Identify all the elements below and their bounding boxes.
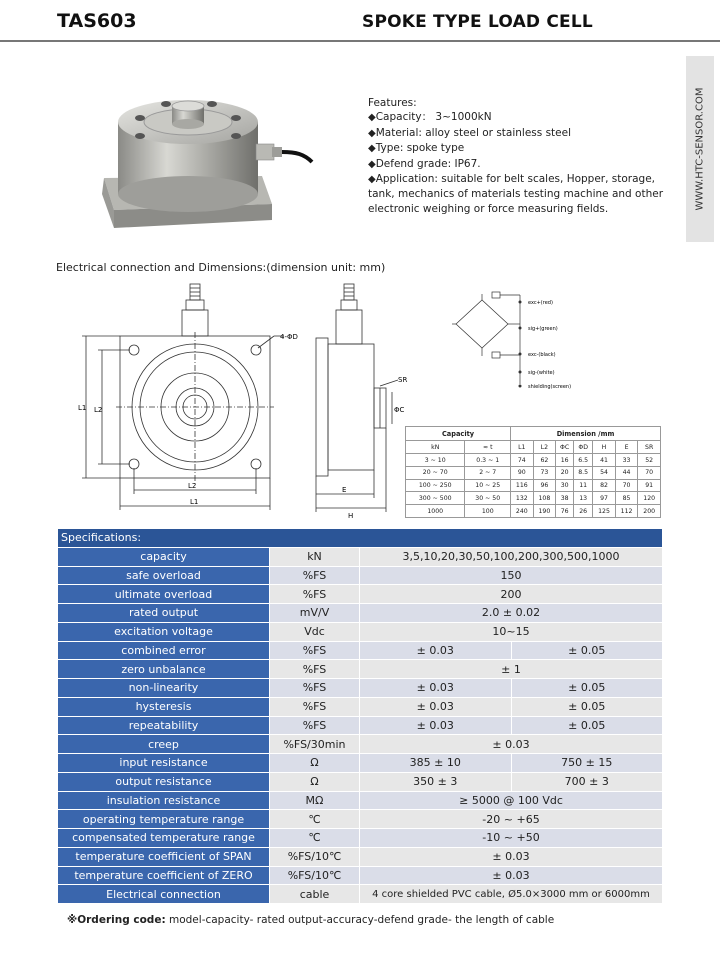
- spec-value: ± 0.05: [511, 679, 663, 698]
- dim-label-e: E: [342, 486, 347, 494]
- spec-row: [58, 585, 663, 604]
- spec-value: 10~15: [360, 622, 663, 641]
- page-title: SPOKE TYPE LOAD CELL: [362, 12, 593, 32]
- table-cell: 100 ~ 250: [406, 479, 465, 492]
- table-cell: 96: [533, 479, 556, 492]
- dim-label-h: H: [348, 512, 354, 520]
- spec-parameter: insulation resistance: [58, 791, 270, 810]
- spec-row: [58, 772, 663, 791]
- spec-value: ± 0.05: [511, 697, 663, 716]
- spec-row: [58, 566, 663, 585]
- features-block: [368, 96, 678, 216]
- spec-unit: %FS/10℃: [270, 847, 360, 866]
- spec-value: 385 ± 10: [360, 754, 512, 773]
- table-cell: 33: [615, 454, 638, 467]
- spec-value: ± 0.03: [360, 866, 663, 885]
- spec-row: [58, 810, 663, 829]
- feature-item: [368, 126, 678, 141]
- table-cell: 41: [593, 454, 616, 467]
- spec-row: [58, 641, 663, 660]
- website-url: WWW.HTC-SENSOR.COM: [694, 87, 706, 211]
- specifications-body: [58, 547, 663, 903]
- wire-label-exc-plus: exc+(red): [528, 300, 553, 306]
- spec-value: 150: [360, 566, 663, 585]
- table-cell: 125: [593, 505, 616, 518]
- table-cell: 85: [615, 492, 638, 505]
- diamond-bullet-icon: ◆: [368, 112, 376, 124]
- table-cell: 300 ~ 500: [406, 492, 465, 505]
- spec-row: [58, 547, 663, 566]
- feature-item: [368, 141, 678, 156]
- table-cell: 30 ~ 50: [465, 492, 511, 505]
- spec-parameter: creep: [58, 735, 270, 754]
- spec-unit: Ω: [270, 772, 360, 791]
- table-row: [406, 479, 661, 492]
- table-cell: 100: [465, 505, 511, 518]
- spec-parameter: temperature coefficient of SPAN: [58, 847, 270, 866]
- table-cell: 240: [511, 505, 534, 518]
- spec-parameter: non-linearity: [58, 679, 270, 698]
- table-cell: 30: [556, 479, 574, 492]
- spec-row: [58, 791, 663, 810]
- spec-row: [58, 716, 663, 735]
- specifications-heading: Specifications:: [58, 529, 663, 548]
- specifications-table: [57, 528, 663, 904]
- spec-value: ± 0.03: [360, 641, 512, 660]
- spec-row: [58, 754, 663, 773]
- table-cell: 116: [511, 479, 534, 492]
- ordering-code: [67, 914, 554, 926]
- spec-row: [58, 735, 663, 754]
- spec-parameter: Electrical connection: [58, 885, 270, 904]
- diamond-bullet-icon: ◆: [368, 143, 376, 155]
- table-cell: 54: [593, 466, 616, 479]
- header-divider: [0, 40, 720, 42]
- dimension-table: [405, 426, 661, 518]
- table-cell: 20: [556, 466, 574, 479]
- table-cell: 62: [533, 454, 556, 467]
- spec-row: [58, 604, 663, 623]
- dim-label-phic: ΦC: [394, 406, 405, 414]
- feature-text-continued: electronic weighing or force measuring fields.: [368, 202, 609, 215]
- spec-value: -20 ~ +65: [360, 810, 663, 829]
- spec-unit: mV/V: [270, 604, 360, 623]
- dim-label-l1: L1: [78, 404, 87, 412]
- dimension-table-columns: [406, 441, 661, 454]
- spec-parameter: combined error: [58, 641, 270, 660]
- feature-text: Defend grade: IP67.: [375, 157, 481, 170]
- table-cell: 3 ~ 10: [406, 454, 465, 467]
- spec-row: [58, 885, 663, 904]
- table-cell: 2 ~ 7: [465, 466, 511, 479]
- spec-value: ± 0.03: [360, 697, 512, 716]
- spec-unit: %FS/10℃: [270, 866, 360, 885]
- dimension-drawing: [60, 280, 420, 520]
- table-cell: 13: [574, 492, 593, 505]
- spec-value: 4 core shielded PVC cable, Ø5.0×3000 mm or 6000mm: [360, 885, 663, 904]
- table-cell: 20 ~ 70: [406, 466, 465, 479]
- spec-parameter: output resistance: [58, 772, 270, 791]
- table-cell: 74: [511, 454, 534, 467]
- table-cell: 1000: [406, 505, 465, 518]
- spec-unit: Ω: [270, 754, 360, 773]
- spec-value: ± 0.03: [360, 847, 663, 866]
- feature-item: [368, 157, 678, 172]
- spec-value: ≥ 5000 @ 100 Vdc: [360, 791, 663, 810]
- ordering-code-label: ※Ordering code:: [67, 914, 166, 926]
- diamond-bullet-icon: ◆: [368, 174, 376, 186]
- ordering-code-text: model-capacity- rated output-accuracy-defend grade- the length of cable: [165, 914, 555, 926]
- table-cell: 200: [638, 505, 661, 518]
- table-cell: 108: [533, 492, 556, 505]
- website-sidebar: [686, 56, 714, 242]
- feature-text: Type: spoke type: [375, 142, 465, 155]
- spec-parameter: hysteresis: [58, 697, 270, 716]
- dim-label-sr: SR: [398, 376, 408, 384]
- spec-parameter: ultimate overload: [58, 585, 270, 604]
- spec-row: [58, 622, 663, 641]
- spec-parameter: capacity: [58, 547, 270, 566]
- column-header: H: [593, 441, 616, 454]
- spec-unit: %FS: [270, 679, 360, 698]
- table-row: [406, 466, 661, 479]
- table-row: [406, 492, 661, 505]
- table-row: [406, 454, 661, 467]
- features-heading: Features:: [368, 97, 417, 109]
- spec-value: ± 0.03: [360, 735, 663, 754]
- column-header: E: [615, 441, 638, 454]
- model-number: TAS603: [57, 10, 137, 32]
- spec-parameter: operating temperature range: [58, 810, 270, 829]
- table-cell: 44: [615, 466, 638, 479]
- feature-item: [368, 110, 678, 125]
- feature-text-continued: tank, mechanics of materials testing machine and other: [368, 188, 664, 201]
- table-cell: 112: [615, 505, 638, 518]
- feature-text: Capacity： 3~1000kN: [375, 111, 492, 124]
- table-cell: 26: [574, 505, 593, 518]
- table-cell: 0.3 ~ 1: [465, 454, 511, 467]
- wire-label-exc-minus: exc-(black): [528, 352, 556, 358]
- product-photo: [100, 92, 316, 232]
- table-cell: 52: [638, 454, 661, 467]
- spec-unit: %FS: [270, 585, 360, 604]
- column-header: ≈ t: [465, 441, 511, 454]
- spec-unit: %FS: [270, 660, 360, 679]
- column-header: SR: [638, 441, 661, 454]
- table-cell: 16: [556, 454, 574, 467]
- spec-parameter: zero unbalance: [58, 660, 270, 679]
- table-cell: 76: [556, 505, 574, 518]
- table-cell: 91: [638, 479, 661, 492]
- dimension-table-header: [406, 427, 661, 441]
- wire-label-shield: shielding(screen): [528, 384, 572, 390]
- spec-row: [58, 660, 663, 679]
- spec-value: 750 ± 15: [511, 754, 663, 773]
- table-row: [406, 505, 661, 518]
- spec-unit: %FS: [270, 566, 360, 585]
- spec-value: ± 0.03: [360, 716, 512, 735]
- capacity-header: Capacity: [406, 427, 511, 441]
- table-cell: 82: [593, 479, 616, 492]
- table-cell: 90: [511, 466, 534, 479]
- table-cell: 10 ~ 25: [465, 479, 511, 492]
- table-cell: 120: [638, 492, 661, 505]
- feature-item: [368, 172, 678, 187]
- spec-value: 200: [360, 585, 663, 604]
- table-cell: 6.5: [574, 454, 593, 467]
- spec-unit: MΩ: [270, 791, 360, 810]
- spec-unit: cable: [270, 885, 360, 904]
- spec-parameter: temperature coefficient of ZERO: [58, 866, 270, 885]
- table-cell: 73: [533, 466, 556, 479]
- dim-label-l2: L2: [94, 406, 103, 414]
- spec-unit: %FS: [270, 697, 360, 716]
- spec-row: [58, 679, 663, 698]
- table-cell: 70: [638, 466, 661, 479]
- wire-label-sig-minus: sig-(white): [528, 370, 555, 376]
- spec-parameter: compensated temperature range: [58, 829, 270, 848]
- spec-value: 3,5,10,20,30,50,100,200,300,500,1000: [360, 547, 663, 566]
- spec-row: [58, 829, 663, 848]
- table-cell: 70: [615, 479, 638, 492]
- feature-text: Material: alloy steel or stainless steel: [375, 126, 571, 139]
- dim-label-l2-bottom: L2: [188, 482, 197, 490]
- table-cell: 11: [574, 479, 593, 492]
- spec-unit: %FS: [270, 716, 360, 735]
- dimension-table-body: [406, 454, 661, 518]
- table-cell: 132: [511, 492, 534, 505]
- wire-label-sig-plus: sig+(green): [528, 326, 558, 332]
- spec-unit: kN: [270, 547, 360, 566]
- spec-parameter: input resistance: [58, 754, 270, 773]
- spec-parameter: repeatability: [58, 716, 270, 735]
- spec-value: 2.0 ± 0.02: [360, 604, 663, 623]
- spec-unit: ℃: [270, 810, 360, 829]
- spec-parameter: rated output: [58, 604, 270, 623]
- spec-unit: %FS/30min: [270, 735, 360, 754]
- diamond-bullet-icon: ◆: [368, 127, 376, 139]
- spec-row: [58, 697, 663, 716]
- wiring-diagram: [448, 282, 578, 392]
- column-header: ΦD: [574, 441, 593, 454]
- column-header: ΦC: [556, 441, 574, 454]
- spec-parameter: safe overload: [58, 566, 270, 585]
- table-cell: 8.5: [574, 466, 593, 479]
- spec-unit: Vdc: [270, 622, 360, 641]
- dim-label-l1-bottom: L1: [190, 498, 199, 506]
- column-header: L1: [511, 441, 534, 454]
- spec-value: ± 0.05: [511, 716, 663, 735]
- table-cell: 190: [533, 505, 556, 518]
- spec-parameter: excitation voltage: [58, 622, 270, 641]
- feature-text: Application: suitable for belt scales, Hopper, storage,: [375, 173, 656, 186]
- dimension-header: Dimension /mm: [511, 427, 661, 441]
- table-cell: 97: [593, 492, 616, 505]
- spec-value: -10 ~ +50: [360, 829, 663, 848]
- dim-label-holes: 4-ΦD: [280, 333, 298, 341]
- spec-unit: %FS: [270, 641, 360, 660]
- spec-value: 700 ± 3: [511, 772, 663, 791]
- spec-value: 350 ± 3: [360, 772, 512, 791]
- spec-row: [58, 847, 663, 866]
- spec-value: ± 0.03: [360, 679, 512, 698]
- spec-value: ± 0.05: [511, 641, 663, 660]
- diamond-bullet-icon: ◆: [368, 158, 376, 170]
- column-header: kN: [406, 441, 465, 454]
- specifications-header-row: [58, 529, 663, 548]
- column-header: L2: [533, 441, 556, 454]
- dimensions-heading: Electrical connection and Dimensions:(dimension unit: mm): [56, 261, 386, 274]
- spec-unit: ℃: [270, 829, 360, 848]
- spec-row: [58, 866, 663, 885]
- spec-value: ± 1: [360, 660, 663, 679]
- table-cell: 38: [556, 492, 574, 505]
